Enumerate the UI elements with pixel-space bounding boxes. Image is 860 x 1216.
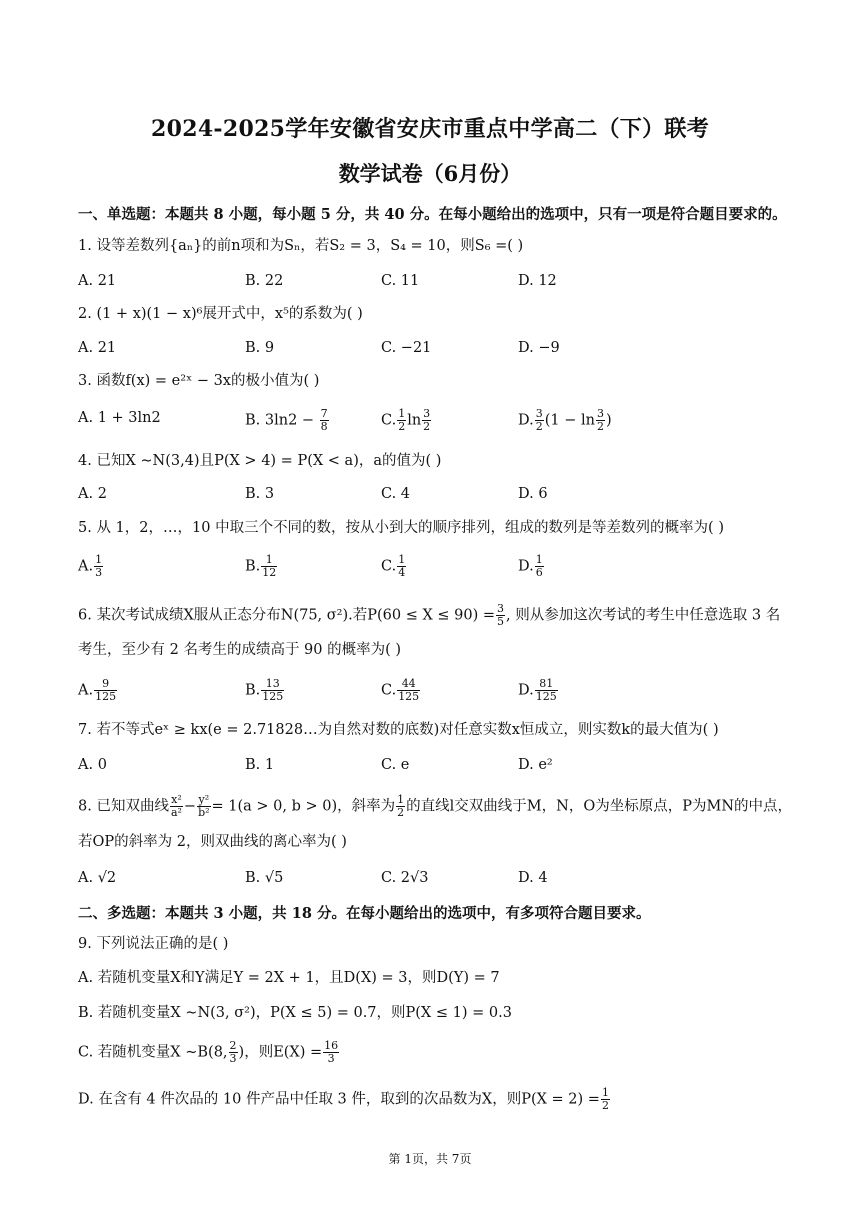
option-a: A. 21 bbox=[78, 340, 117, 356]
option-c bbox=[381, 678, 421, 703]
question-2-options bbox=[78, 338, 798, 362]
question-9-option-a: A. 若随机变量X和Y满足Y = 2X + 1，且D(X) = 3，则D(Y) = 7 bbox=[78, 970, 500, 986]
question-9-option-b: B. 若随机变量X ∼N(3, σ²)，P(X ≤ 5) = 0.7，则P(X ≤ 1) = 0.3 bbox=[78, 1005, 512, 1021]
option-b bbox=[245, 678, 285, 703]
numerator: 13 bbox=[261, 678, 284, 691]
denominator: 8 bbox=[320, 420, 328, 433]
numerator: 1 bbox=[95, 553, 103, 566]
option-label: B. bbox=[245, 682, 261, 699]
option-d bbox=[518, 554, 545, 579]
question-7-stem: 7. 若不等式eˣ ≥ kx(e = 2.71828…为自然对数的底数)对任意实数x恒成立，则实数k的最大值为( ) bbox=[78, 722, 719, 738]
fraction bbox=[535, 408, 544, 433]
option-text: B. 3ln2 − bbox=[245, 412, 315, 429]
option-d bbox=[518, 408, 612, 433]
stem-text: = 1(a > 0, b > 0)，斜率为 bbox=[211, 798, 396, 815]
option-a: A. 1 + 3ln2 bbox=[78, 410, 161, 426]
option-a: A. 0 bbox=[78, 757, 107, 773]
option-b: B. 3 bbox=[245, 486, 275, 502]
option-c bbox=[381, 408, 432, 433]
option-label: D. bbox=[518, 412, 534, 429]
numerator: 1 bbox=[601, 1086, 609, 1099]
fraction bbox=[397, 678, 420, 703]
option-a bbox=[78, 678, 118, 703]
option-text: ) bbox=[605, 412, 612, 429]
denominator: 3 bbox=[327, 1052, 335, 1065]
option-d bbox=[518, 678, 559, 703]
question-8-options bbox=[78, 868, 798, 892]
section-single-choice-heading: 一、单选题：本题共 8 小题，每小题 5 分，共 40 分。在每小题给出的选项中，只有一项是符合题目要求的。 bbox=[78, 206, 787, 223]
option-b bbox=[245, 408, 330, 433]
numerator: 7 bbox=[320, 407, 328, 420]
numerator: 3 bbox=[535, 407, 543, 420]
option-d: D. 12 bbox=[518, 273, 557, 289]
denominator: 4 bbox=[398, 566, 406, 579]
option-a: A. √2 bbox=[78, 870, 117, 886]
option-a bbox=[78, 554, 104, 579]
exam-subtitle: 数学试卷（6月份） bbox=[338, 161, 522, 186]
option-c: C. e bbox=[381, 757, 410, 773]
option-label: A. bbox=[78, 682, 94, 699]
denominator: 2 bbox=[535, 420, 543, 433]
question-4-options bbox=[78, 484, 798, 508]
denominator: 5 bbox=[497, 615, 505, 628]
option-c bbox=[381, 554, 407, 579]
question-5-stem: 5. 从 1，2，…，10 中取三个不同的数，按从小到大的顺序排列，组成的数列是等差数列的概率为( ) bbox=[78, 520, 724, 536]
exam-title: 2024-2025学年安徽省安庆市重点中学高二（下）联考 bbox=[151, 116, 709, 142]
option-c: C. 4 bbox=[381, 486, 411, 502]
option-text: ln bbox=[407, 412, 422, 429]
question-5-options bbox=[78, 554, 798, 578]
numerator: 1 bbox=[397, 793, 405, 806]
numerator: x² bbox=[171, 793, 182, 806]
fraction bbox=[197, 794, 210, 819]
denominator: 125 bbox=[95, 690, 117, 703]
fraction bbox=[601, 1087, 610, 1112]
question-7-options bbox=[78, 755, 798, 779]
question-8-stem-line-2: 若OP的斜率为 2，则双曲线的离心率为( ) bbox=[78, 834, 347, 850]
numerator: 9 bbox=[94, 678, 117, 691]
denominator: 2 bbox=[398, 420, 406, 433]
fraction bbox=[535, 678, 558, 703]
option-text: C. 若随机变量X ∼B(8, bbox=[78, 1044, 228, 1061]
denominator: 2 bbox=[423, 420, 431, 433]
option-b: B. 22 bbox=[245, 273, 284, 289]
question-9-stem: 9. 下列说法正确的是( ) bbox=[78, 936, 229, 952]
fraction bbox=[229, 1040, 238, 1065]
numerator: 3 bbox=[423, 407, 431, 420]
fraction bbox=[261, 554, 277, 579]
option-label: A. bbox=[78, 558, 94, 575]
numerator: 1 bbox=[398, 407, 406, 420]
question-8-stem bbox=[78, 794, 798, 819]
denominator: 3 bbox=[229, 1052, 237, 1065]
option-c: C. 2√3 bbox=[381, 870, 429, 886]
stem-text: 6. 某次考试成绩X服从正态分布N(75, σ²).若P(60 ≤ X ≤ 90) = bbox=[78, 607, 496, 624]
option-label: C. bbox=[381, 682, 397, 699]
option-text: D. 在含有 4 件次品的 10 件产品中任取 3 件，取到的次品数为X，则P(X = 2) = bbox=[78, 1091, 600, 1108]
numerator: 81 bbox=[535, 678, 558, 691]
fraction bbox=[261, 678, 284, 703]
numerator: 1 bbox=[398, 553, 406, 566]
numerator: 16 bbox=[324, 1039, 339, 1052]
question-3-stem: 3. 函数f(x) = e²ˣ − 3x的极小值为( ) bbox=[78, 373, 320, 389]
denominator: 12 bbox=[262, 566, 277, 579]
numerator: 3 bbox=[497, 602, 505, 615]
fraction bbox=[397, 408, 406, 433]
option-d: D. −9 bbox=[518, 340, 560, 356]
question-3-options bbox=[78, 408, 798, 432]
denominator: 125 bbox=[262, 690, 284, 703]
option-text: )，则E(X) = bbox=[238, 1044, 323, 1061]
fraction bbox=[323, 1040, 339, 1065]
fraction bbox=[320, 408, 329, 433]
denominator: 2 bbox=[397, 806, 405, 819]
question-6-stem bbox=[78, 603, 798, 628]
question-6-stem-line-2: 考生，至少有 2 名考生的成绩高于 90 的概率为( ) bbox=[78, 642, 402, 658]
denominator: b² bbox=[198, 806, 210, 819]
option-d: D. e² bbox=[518, 757, 553, 773]
option-label: C. bbox=[381, 558, 397, 575]
question-6-options bbox=[78, 678, 798, 702]
fraction bbox=[94, 678, 117, 703]
numerator: y² bbox=[198, 793, 210, 806]
stem-text: − bbox=[183, 798, 197, 815]
denominator: a² bbox=[170, 806, 182, 819]
denominator: 2 bbox=[596, 420, 604, 433]
option-c: C. −21 bbox=[381, 340, 432, 356]
option-label: C. bbox=[381, 412, 397, 429]
question-9-option-c bbox=[78, 1040, 798, 1065]
section-multi-choice-heading: 二、多选题：本题共 3 小题，共 18 分。在每小题给出的选项中，有多项符合题目要求。 bbox=[78, 905, 651, 922]
stem-text: , 则从参加这次考试的考生中任意选取 3 名 bbox=[506, 607, 781, 624]
question-9-option-d bbox=[78, 1087, 798, 1112]
numerator: 44 bbox=[397, 678, 420, 691]
question-4-stem: 4. 已知X ∼N(3,4)且P(X > 4) = P(X < a)，a的值为( ) bbox=[78, 453, 442, 469]
numerator: 1 bbox=[261, 554, 277, 567]
option-b bbox=[245, 554, 278, 579]
fraction bbox=[170, 794, 183, 819]
denominator: 3 bbox=[95, 566, 103, 579]
stem-text: 的直线l交双曲线于M，N，O为坐标原点，P为MN的中点， bbox=[406, 798, 793, 815]
denominator: 2 bbox=[601, 1099, 609, 1112]
option-d: D. 6 bbox=[518, 486, 548, 502]
numerator: 1 bbox=[535, 553, 543, 566]
fraction bbox=[396, 794, 405, 819]
denominator: 6 bbox=[535, 566, 543, 579]
fraction bbox=[397, 554, 406, 579]
option-d: D. 4 bbox=[518, 870, 548, 886]
numerator: 2 bbox=[229, 1039, 237, 1052]
option-label: D. bbox=[518, 682, 534, 699]
stem-text: 8. 已知双曲线 bbox=[78, 798, 169, 815]
option-b: B. 1 bbox=[245, 757, 275, 773]
question-1-options bbox=[78, 271, 798, 295]
fraction bbox=[496, 603, 505, 628]
denominator: 125 bbox=[535, 690, 557, 703]
option-label: D. bbox=[518, 558, 534, 575]
option-text: (1 − ln bbox=[544, 412, 595, 429]
option-b: B. 9 bbox=[245, 340, 275, 356]
option-a: A. 2 bbox=[78, 486, 107, 502]
option-a: A. 21 bbox=[78, 273, 117, 289]
option-b: B. √5 bbox=[245, 870, 284, 886]
numerator: 3 bbox=[596, 407, 604, 420]
fraction bbox=[535, 554, 544, 579]
fraction bbox=[422, 408, 431, 433]
fraction bbox=[596, 408, 605, 433]
denominator: 125 bbox=[398, 690, 420, 703]
question-1-stem: 1. 设等差数列{aₙ}的前n项和为Sₙ，若S₂ = 3，S₄ = 10，则S₆ =( ) bbox=[78, 238, 524, 254]
option-label: B. bbox=[245, 558, 261, 575]
option-c: C. 11 bbox=[381, 273, 420, 289]
page-footer: 第 1页，共 7页 bbox=[388, 1152, 472, 1166]
fraction bbox=[94, 554, 103, 579]
question-2-stem: 2. (1 + x)(1 − x)⁶展开式中，x⁵的系数为( ) bbox=[78, 306, 363, 322]
